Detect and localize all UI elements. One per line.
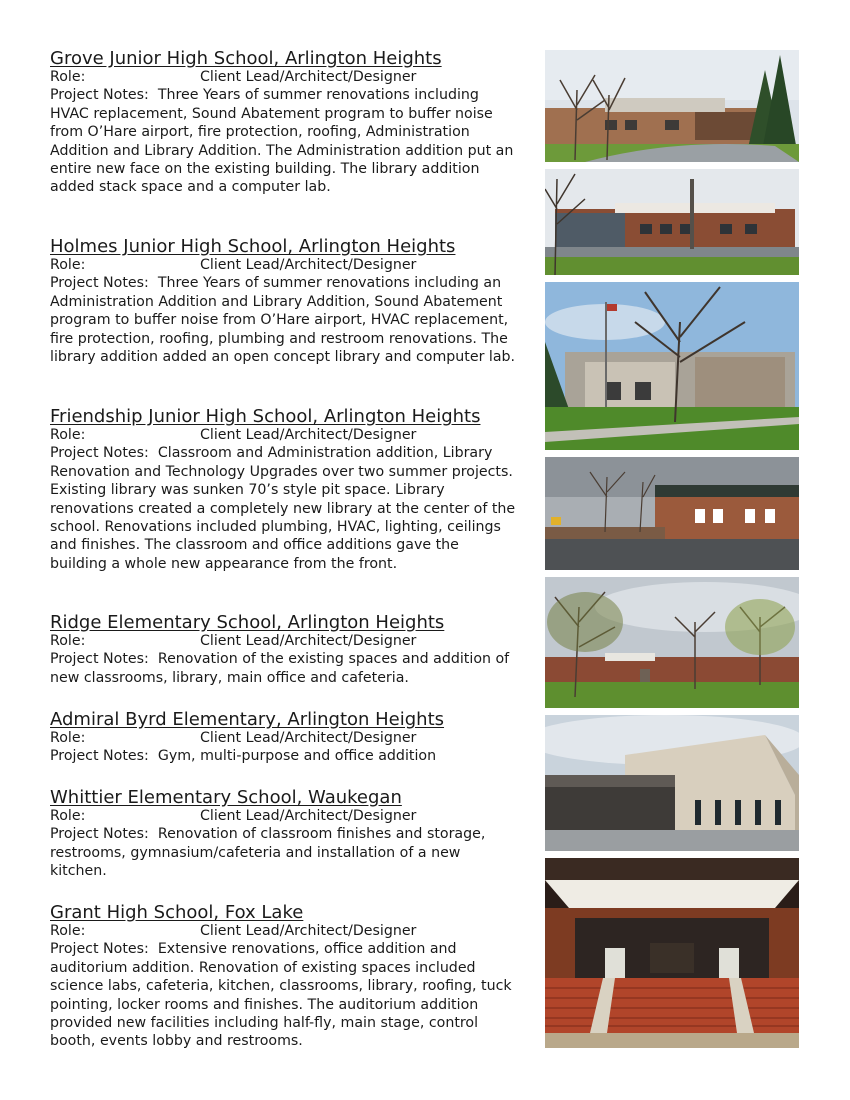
grove-photo: [545, 50, 799, 162]
notes-row: [50, 274, 520, 366]
project-title: Admiral Byrd Elementary, Arlington Heights: [50, 709, 445, 730]
role-label: Role:: [50, 69, 86, 85]
notes-label: Project Notes:: [50, 941, 149, 958]
notes-label: Project Notes:: [50, 651, 149, 668]
notes-label: Project Notes:: [50, 87, 149, 104]
project-grant: [50, 902, 520, 1051]
admiral-byrd-photo: [545, 715, 799, 851]
role-value: Client Lead/Architect/Designer: [200, 633, 417, 649]
notes-row: [50, 444, 520, 573]
role-row: [50, 922, 520, 940]
notes-text: Gym, multi-purpose and office addition: [157, 748, 437, 765]
notes-label: Project Notes:: [50, 748, 149, 765]
notes-row: [50, 650, 520, 687]
role-row: [50, 632, 520, 650]
role-row: [50, 729, 520, 747]
notes-text: Three Years of summer renovations including HVAC replacement, Sound Abatement program to buffer noise from O’Hare airport, fire protection, roofing, Administration Addition and Library Addition. The Administration addition put an entire new face on the existing building. The library addition added stack space and a computer lab.: [50, 87, 514, 196]
role-label: Role:: [50, 633, 86, 649]
notes-text: Extensive renovations, office addition and auditorium addition. Renovation of existing spaces included science labs, cafeteria, kitchen, classrooms, library, roofing, tuck pointing, locker rooms and finishes. The auditorium addition provided new facilities including half-fly, main stage, control booth, events lobby and restrooms.: [50, 941, 512, 1050]
role-row: [50, 256, 520, 274]
project-ridge: [50, 612, 520, 687]
role-value: Client Lead/Architect/Designer: [200, 808, 417, 824]
notes-label: Project Notes:: [50, 275, 149, 292]
notes-text: Classroom and Administration addition, Library Renovation and Technology Upgrades over two summer projects. Existing library was sunken 70’s style pit space. Library renovations created a completely new library at the center of the school. Renovations included plumbing, HVAC, lighting, ceilings and finishes. The classroom and office additions gave the building a whole new appearance from the front.: [50, 445, 516, 572]
project-title: Holmes Junior High School, Arlington Heights: [50, 236, 456, 257]
notes-label: Project Notes:: [50, 445, 149, 462]
ridge-photo: [545, 457, 799, 570]
project-title: Friendship Junior High School, Arlington Heights: [50, 406, 481, 427]
role-row: [50, 807, 520, 825]
role-value: Client Lead/Architect/Designer: [200, 69, 417, 85]
notes-text: Renovation of the existing spaces and addition of new classrooms, library, main office and cafeteria.: [50, 651, 510, 686]
role-label: Role:: [50, 730, 86, 746]
friendship-photo: [545, 282, 799, 450]
project-friendship: [50, 406, 520, 573]
project-title: Whittier Elementary School, Waukegan: [50, 787, 402, 808]
notes-label: Project Notes:: [50, 826, 149, 843]
project-title: Grant High School, Fox Lake: [50, 902, 304, 923]
notes-row: [50, 825, 520, 880]
grant-auditorium-photo: [545, 858, 799, 1048]
notes-text: Renovation of classroom finishes and storage, restrooms, gymnasium/cafeteria and installation of a new kitchen.: [50, 826, 486, 880]
project-whittier: [50, 787, 520, 881]
project-grove: [50, 48, 520, 197]
role-value: Client Lead/Architect/Designer: [200, 427, 417, 443]
project-title: Grove Junior High School, Arlington Heights: [50, 48, 442, 69]
notes-text: Three Years of summer renovations including an Administration Addition and Library Addition, Sound Abatement program to buffer noise from O’Hare airport, HVAC replacement, fire protection, roofing, plumbing and restroom renovations. The library addition added an open concept library and computer lab.: [50, 275, 516, 366]
project-holmes: [50, 236, 520, 366]
role-label: Role:: [50, 923, 86, 939]
project-title: Ridge Elementary School, Arlington Heights: [50, 612, 445, 633]
role-value: Client Lead/Architect/Designer: [200, 923, 417, 939]
role-label: Role:: [50, 808, 86, 824]
holmes-photo: [545, 169, 799, 275]
role-value: Client Lead/Architect/Designer: [200, 730, 417, 746]
whittier-photo: [545, 577, 799, 708]
notes-row: [50, 940, 520, 1050]
role-row: [50, 426, 520, 444]
role-label: Role:: [50, 257, 86, 273]
notes-row: [50, 86, 520, 196]
role-value: Client Lead/Architect/Designer: [200, 257, 417, 273]
notes-row: [50, 747, 520, 765]
role-label: Role:: [50, 427, 86, 443]
project-admiral-byrd: [50, 709, 520, 766]
role-row: [50, 68, 520, 86]
